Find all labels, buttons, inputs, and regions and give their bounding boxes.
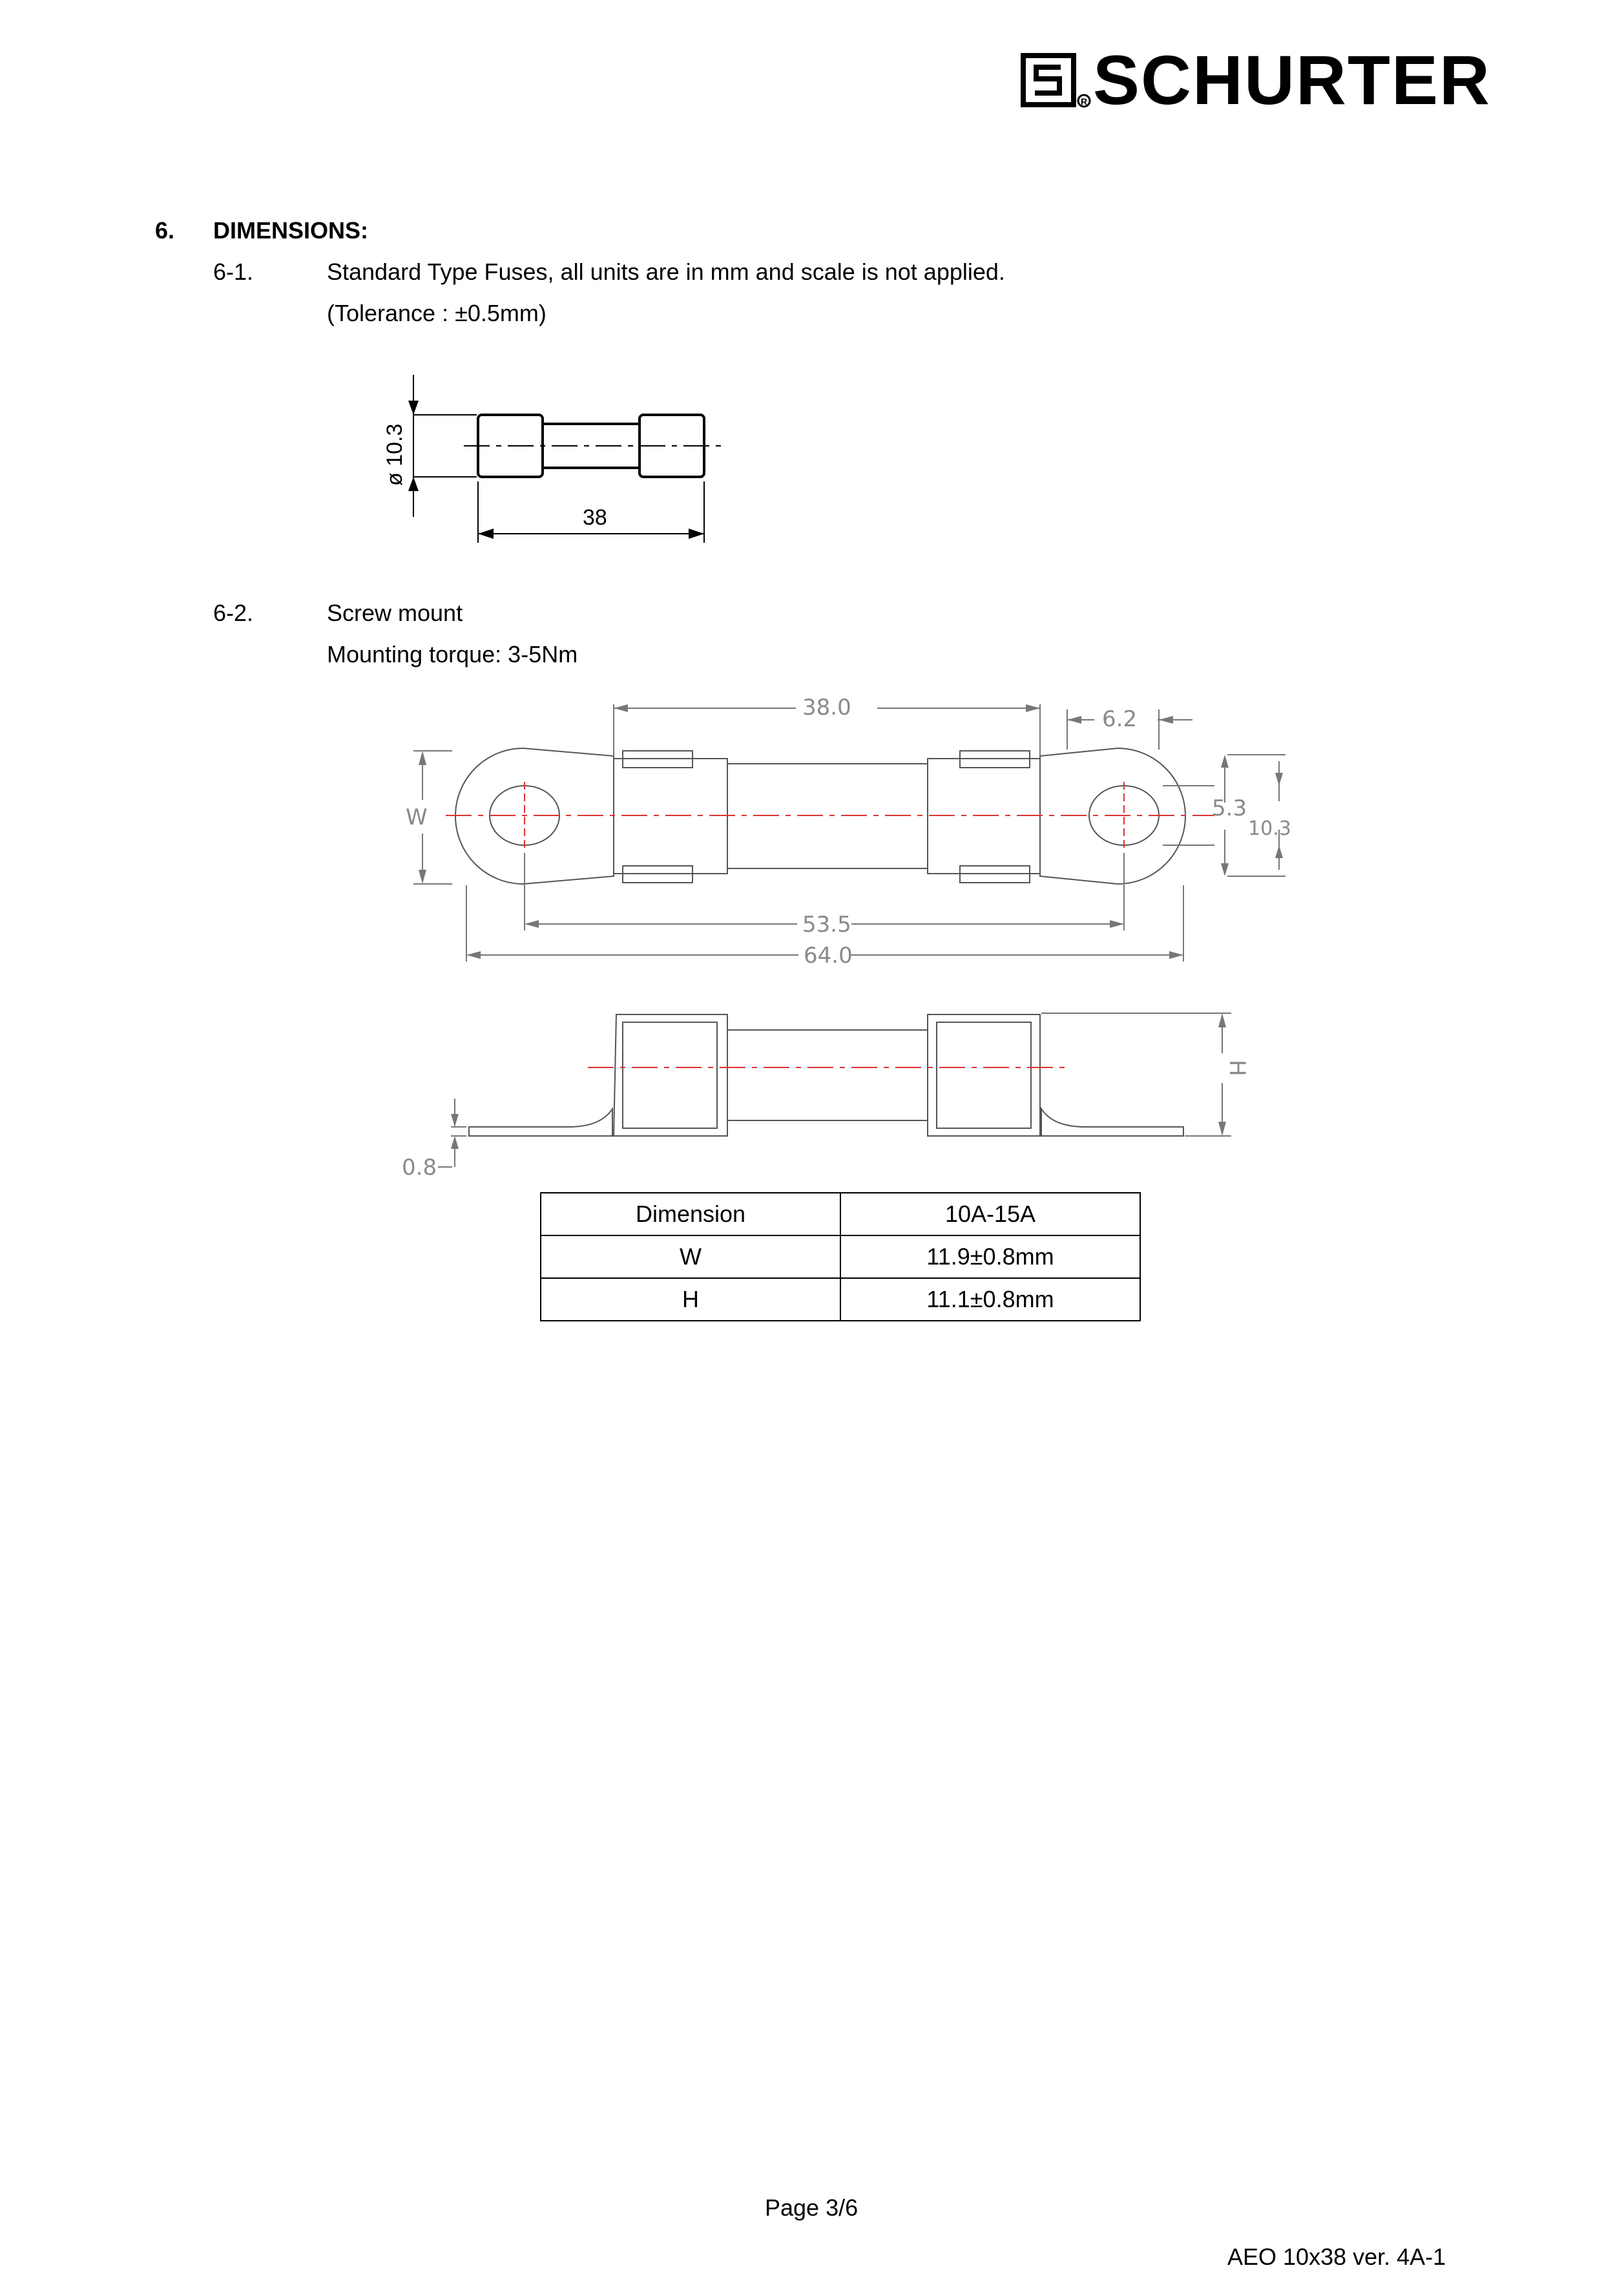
dim-total-length: 64.0 <box>804 943 853 969</box>
right-clip-top <box>928 759 1040 874</box>
fuse-body <box>543 424 640 468</box>
table-row <box>541 1278 1140 1321</box>
dim-top-length: 38.0 <box>802 695 851 720</box>
left-hole <box>490 786 559 845</box>
dim-thickness: 0.8 <box>402 1155 437 1181</box>
dimensions-table <box>540 1192 1141 1321</box>
sub2-line1: Screw mount <box>327 600 463 626</box>
table-cell: 11.9±0.8mm <box>840 1235 1140 1278</box>
document-id: AEO 10x38 ver. 4A-1 <box>1227 2243 1446 2270</box>
right-tab <box>1041 1109 1183 1136</box>
dim-width-label: W <box>406 804 428 830</box>
right-hole <box>1089 786 1159 845</box>
table-cell: W <box>541 1235 840 1278</box>
sub1-line1: Standard Type Fuses, all units are in mm and scale is not applied. <box>327 258 1005 285</box>
sub2-line2: Mounting torque: 3-5Nm <box>327 641 578 667</box>
length-label: 38 <box>583 505 607 530</box>
table-cell: H <box>541 1278 840 1321</box>
left-tab <box>469 1109 612 1136</box>
left-clip-top <box>614 759 727 874</box>
sub1-line2: (Tolerance : ±0.5mm) <box>327 300 547 326</box>
fuse-cap-right <box>640 415 704 477</box>
page-number: Page 3/6 <box>765 2194 859 2221</box>
brand-name: SCHURTER <box>1093 41 1492 119</box>
sub1-number: 6-1. <box>213 258 254 285</box>
dim-body-dia: 10.3 <box>1248 817 1291 840</box>
diameter-label: ø 10.3 <box>382 423 407 486</box>
dim-hole-span: 53.5 <box>802 912 851 938</box>
dim-height-label: H <box>1224 1060 1250 1077</box>
table-header-cell: 10A-15A <box>840 1193 1140 1235</box>
dim-hole-dia: 5.3 <box>1212 795 1247 821</box>
left-clip-side <box>614 1014 727 1136</box>
left-lug <box>455 748 614 884</box>
table-cell: 11.1±0.8mm <box>840 1278 1140 1321</box>
section-title: DIMENSIONS: <box>213 217 369 244</box>
svg-text:R: R <box>1081 96 1088 107</box>
table-header-row <box>541 1193 1140 1235</box>
sub2-number: 6-2. <box>213 600 254 626</box>
dim-tab-width: 6.2 <box>1102 706 1138 732</box>
right-lug <box>1040 748 1185 884</box>
table-row <box>541 1235 1140 1278</box>
fuse-cap-left <box>478 415 543 477</box>
right-clip-side <box>928 1014 1040 1136</box>
table-header-cell: Dimension <box>541 1193 840 1235</box>
section-number: 6. <box>155 217 175 244</box>
schurter-logo <box>1021 41 1576 119</box>
